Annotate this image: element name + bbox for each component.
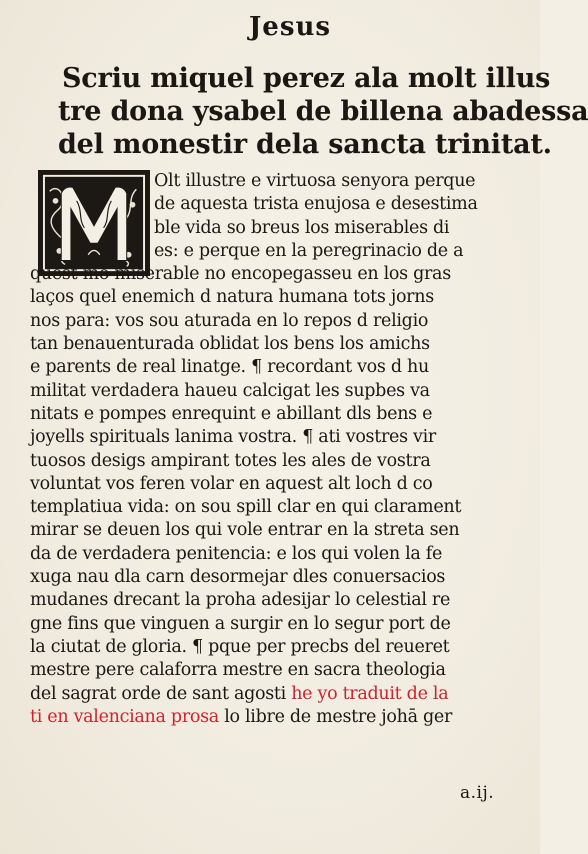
text-line-rubric bbox=[30, 683, 500, 706]
text-line: la ciutat de gloria. ¶ pque per precbs del reueret bbox=[30, 636, 450, 657]
title-line: del monestir dela sancta trinitat. bbox=[58, 129, 552, 160]
rubric-text: ti en valenciana prosa bbox=[30, 706, 219, 727]
text-line: gne fins que vinguen a surgir en lo segur port de bbox=[30, 613, 451, 634]
text-line: ble vida so breus los miserables di bbox=[154, 217, 450, 238]
text-line: militat verdadera haueu calcigat les supbes va bbox=[30, 380, 430, 401]
body-text bbox=[30, 171, 500, 729]
text-line: nitats e pompes enrequint e abillant dls bens e bbox=[30, 403, 433, 424]
rubric-text: he yo traduit de la bbox=[291, 683, 449, 704]
invocation-heading: Jesus bbox=[248, 12, 332, 42]
text-line: e parents de real linatge. ¶ recordant vos d hu bbox=[30, 357, 429, 378]
text-line: mestre pere calaforra mestre en sacra theologia bbox=[30, 660, 446, 681]
text-line: Olt illustre e virtuosa senyora perque bbox=[154, 171, 476, 191]
text-line: laços quel enemich d natura humana tots jorns bbox=[30, 287, 434, 308]
text-segment: lo libre de mestre johā ger bbox=[218, 706, 453, 727]
title-line: Scriu miquel perez ala molt illus bbox=[62, 63, 551, 94]
text-line: mudanes drecant la proha adesijar lo celestial re bbox=[30, 590, 451, 611]
text-line: voluntat vos feren volar en aquest alt loch d co bbox=[30, 473, 433, 494]
text-line: xuga nau dla carn desormejar dles conuersacios bbox=[30, 567, 446, 588]
text-segment: del sagrat orde de sant agosti bbox=[30, 683, 292, 704]
text-line: quest mo miserable no encopegasseu en los gras bbox=[30, 264, 451, 285]
text-line-rubric bbox=[30, 706, 500, 729]
text-line: de aquesta trista enujosa e desestima bbox=[154, 194, 478, 215]
text-line: da de verdadera penitencia: e los qui volen la fe bbox=[30, 543, 443, 564]
text-line: es: e perque en la peregrinacio de a bbox=[154, 240, 464, 261]
text-line: tuosos desigs ampirant totes les ales de vostra bbox=[30, 450, 431, 471]
text-line: tan benauenturada oblidat los bens los amichs bbox=[30, 334, 430, 355]
title-line: tre dona ysabel de billena abadessa bbox=[58, 96, 588, 127]
text-line: mirar se deuen los qui vole entrar en la streta sen bbox=[30, 520, 460, 541]
text-line: templatiua vida: on sou spill clar en qui clarament bbox=[30, 497, 462, 518]
text-line: nos para: vos sou aturada en lo repos d religio bbox=[30, 310, 429, 331]
title-block bbox=[58, 62, 588, 161]
signature-mark: a.ij. bbox=[460, 783, 495, 803]
text-line: joyells spirituals lanima vostra. ¶ ati vostres vir bbox=[30, 427, 436, 448]
